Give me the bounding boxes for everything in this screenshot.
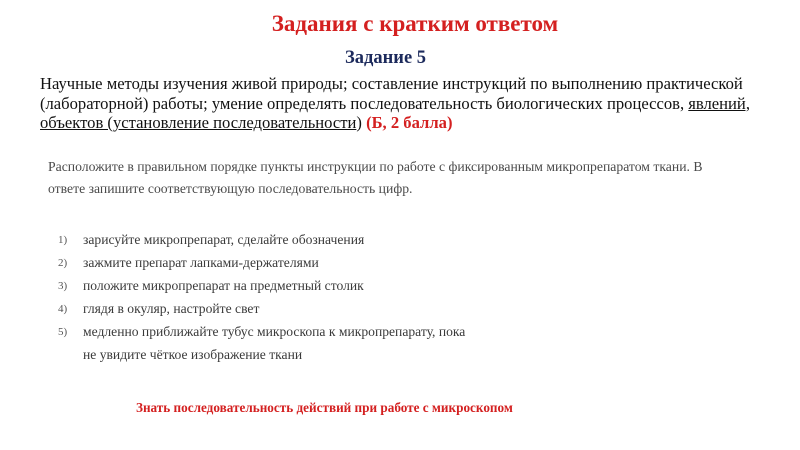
key-note: Знать последовательность действий при работе с микроскопом (136, 400, 513, 415)
step-number: 3) (58, 280, 68, 292)
topic-text: Научные методы изучения живой природы; составление инструкций по выполнению практической (лабораторной) работы; умение определять последовательность биологических процессов, (40, 74, 743, 113)
list-item (58, 229, 478, 252)
list-item (58, 252, 478, 275)
step-number: 4) (58, 303, 68, 315)
step-number: 2) (58, 257, 68, 269)
topic-text-end: ) (356, 113, 367, 132)
slide-title: Задания с кратким ответом (271, 11, 559, 36)
list-item (58, 321, 478, 366)
step-text: зажмите препарат лапками-держателями (83, 255, 319, 270)
step-number: 5) (58, 326, 68, 338)
step-text: медленно приближайте тубус микроскопа к микропрепарату, пока не увидите чёткое изображение ткани (83, 324, 466, 362)
step-text: глядя в окуляр, настройте свет (83, 301, 260, 316)
task-instruction: Расположите в правильном порядке пункты инструкции по работе с фиксированным микропрепаратом ткани. В ответе запишите соответствующую последовательность цифр. (48, 159, 703, 196)
step-number: 1) (58, 234, 68, 246)
step-text: зарисуйте микропрепарат, сделайте обозначения (83, 232, 365, 247)
list-item (58, 275, 478, 298)
task-number: Задание 5 (345, 48, 427, 68)
topic-underlined-text: явлений, объектов (установление последовательности (40, 93, 750, 132)
points-badge: (Б, 2 балла) (366, 113, 453, 132)
topic-description (40, 74, 750, 133)
step-text: положите микропрепарат на предметный столик (83, 278, 364, 293)
steps-list (58, 229, 478, 367)
list-item (58, 298, 478, 321)
